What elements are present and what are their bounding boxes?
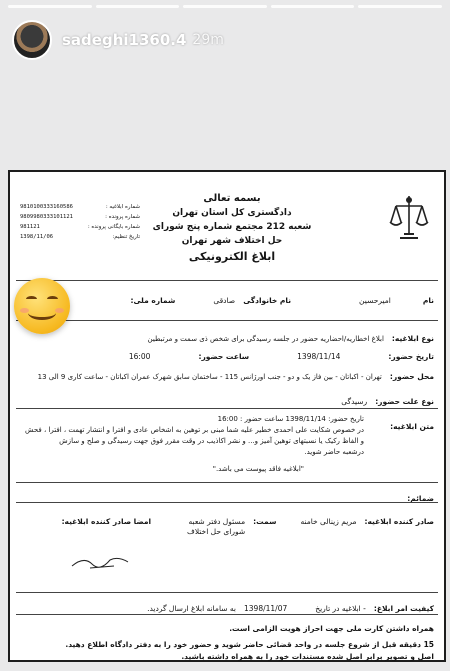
divider	[16, 280, 438, 281]
delivery-value-2: به سامانه ابلاغ ارسال گردید.	[147, 604, 237, 613]
avatar[interactable]	[12, 20, 52, 60]
progress-segment	[8, 5, 92, 8]
place-row	[20, 372, 434, 382]
divider	[16, 482, 438, 483]
type-row	[20, 334, 434, 343]
notice-type-value: ابلاغ اخطاریه/احضاریه حضور در جلسه رسیدگی برای شخص ذی سمت و مرتبطین	[147, 334, 384, 343]
delivery-value: - ابلاغیه در تاریخ	[315, 604, 366, 613]
role-value: مسئول دفتر شعبه شورای حل اختلاف	[187, 517, 246, 536]
body-label: متن ابلاغیه:	[390, 422, 434, 431]
progress-segment	[271, 5, 355, 8]
divider	[16, 614, 438, 615]
meta-row	[20, 232, 140, 242]
name-label: نام	[422, 296, 434, 305]
document-header	[130, 192, 334, 264]
judiciary-emblem-icon	[388, 194, 430, 244]
org-name: دادگستری کل استان تهران	[172, 208, 292, 218]
post-time: 29m	[192, 32, 224, 48]
delivery-row	[20, 604, 434, 613]
meta-row	[20, 222, 140, 232]
name-value: امیرحسین	[359, 296, 391, 305]
meta-label: تاریخ تنظیم:	[112, 234, 140, 240]
branch-name-2: حل اختلاف شهر تهران	[181, 236, 283, 246]
emoji-mouth	[28, 306, 56, 320]
username[interactable]: sadeghi1360.4	[62, 31, 187, 49]
story-header	[12, 18, 438, 62]
issuer-row	[20, 517, 434, 537]
note-row	[20, 624, 434, 633]
meta-label: شماره بایگانی پرونده :	[87, 224, 140, 230]
delivery-label: کیفیت امر ابلاغ:	[373, 604, 434, 613]
date-row	[20, 352, 434, 361]
signature-icon	[70, 552, 130, 570]
bismillah: بسمه تعالی	[203, 193, 261, 204]
divider	[16, 502, 438, 503]
attachments-label: ضمائم:	[407, 494, 434, 503]
divider	[16, 320, 438, 321]
role-label: سمت:	[253, 517, 277, 526]
note-documents: اصل و تصویر برابر اصل شده مستندات خود را به همراه داشته باشید.	[181, 652, 434, 661]
body-line: در خصوص شکایت علی احمدی خطیر علیه شما مبنی بر توهین به اشخاص عادی و افترا و انتشار تهمت ، افترا ، فحش و الفاظ رکیک یا نسبتهای توهین آمیز و... و نشر اکاذیب در وقت مقرر فوق جهت رسیدگی و صلح و سازش	[24, 426, 364, 445]
body-line: تاریخ حضور: 1398/11/14 ساعت حضور : 16:00	[217, 415, 364, 423]
attendance-time-value: 16:00	[128, 352, 151, 361]
meta-row	[20, 202, 140, 212]
document-meta	[20, 202, 140, 242]
document-title: ابلاغ الکترونیکی	[188, 250, 276, 263]
signature-label: امضا صادر کننده ابلاغیه:	[61, 517, 152, 526]
progress-segment	[96, 5, 180, 8]
court-notice-document	[8, 170, 446, 662]
family-label: نام خانوادگی	[243, 296, 292, 305]
attendance-date-label: تاریخ حضور:	[388, 352, 434, 361]
emoji-cheek	[55, 308, 64, 313]
attendance-place-label: محل حضور:	[389, 372, 434, 381]
national-id-label: شماره ملی:	[130, 296, 176, 305]
note-arrival: 15 دقیقه قبل از شروع جلسه در واحد قضائی حاضر شوید و حضور خود را به دفتر دادگاه اطلاع دهید.	[65, 640, 434, 649]
note-row	[20, 640, 434, 649]
meta-row	[20, 212, 140, 222]
meta-label: شماره پرونده :	[105, 214, 140, 220]
note-row	[20, 652, 434, 661]
attendance-place-value: تهران - اکباتان - بین فاز یک و دو - جنب اورژانس 115 - ساختمان سابق شهرک عمران اکباتان - ساعت کاری 9 الی 13	[37, 373, 382, 381]
meta-value: 9809980333101121	[20, 214, 73, 220]
notice-body	[24, 414, 364, 475]
progress-segment	[358, 5, 442, 8]
delivery-date: 1398/11/07	[244, 604, 288, 613]
body-line: "ابلاغیه فاقد پیوست می باشد."	[212, 465, 304, 473]
branch-name: شعبه 212 مجتمع شماره پنج شورای	[152, 222, 312, 232]
reason-value: رسیدگی	[341, 397, 368, 406]
family-value: صادقی	[213, 296, 236, 305]
emoji-eye	[47, 296, 58, 302]
reason-row	[20, 397, 434, 406]
meta-value: 9810100333160586	[20, 204, 73, 210]
name-row	[20, 296, 434, 305]
attendance-time-label: ساعت حضور:	[198, 352, 250, 361]
smiling-emoji-sticker	[14, 278, 70, 334]
notice-type-label: نوع ابلاغیه:	[391, 334, 434, 343]
divider	[16, 408, 438, 409]
story-progress-bar	[8, 5, 442, 8]
meta-value: 981121	[20, 224, 40, 230]
divider	[16, 592, 438, 593]
note-id-card: همراه داشتن کارت ملی جهت احراز هویت الزامی است.	[229, 624, 434, 633]
meta-value: 1398/11/06	[20, 234, 54, 240]
body-line: درشعبه حاضر شوید.	[304, 448, 364, 456]
reason-label: نوع علت حضور:	[375, 397, 434, 406]
emoji-eye	[26, 296, 37, 302]
progress-segment	[183, 5, 267, 8]
issuer-label: صادر کننده ابلاغیه:	[364, 517, 434, 526]
meta-label: شماره ابلاغیه :	[105, 204, 140, 210]
issuer-value: مریم زینالی خامنه	[300, 517, 357, 526]
attendance-date-value: 1398/11/14	[297, 352, 341, 361]
